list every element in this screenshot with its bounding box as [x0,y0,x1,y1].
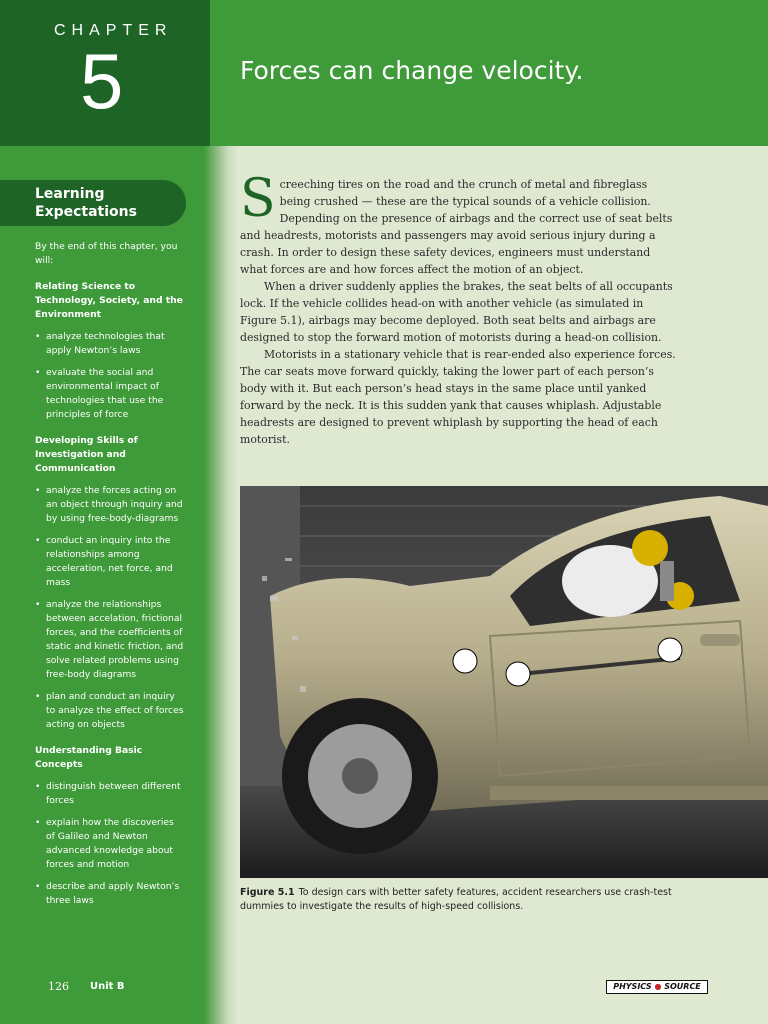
section-heading: Relating Science to Technology, Society, and the Environment [35,281,183,320]
learning-expectations-intro: By the end of this chapter, you will: [35,241,178,266]
paragraph: When a driver suddenly applies the brakes, the seat belts of all occupants lock. If the vehicle collides head-on with another vehicle (as simulated in Figure 5.1), airbags may become deployed. Both seat belts and airbags are designed to stop the forward motion of motorists during a head-on collision. [240,280,673,344]
logo-text: PHYSICS [613,982,652,991]
list-item: • conduct an inquiry into the relationships among acceleration, net force, and mass [35,534,185,590]
logo-dot-icon: ● [654,982,662,991]
chapter-label: CHAPTER [54,22,173,39]
page-title: Forces can change velocity. [240,56,584,85]
figure-label: Figure 5.1 [240,887,295,898]
expectation-list [35,484,185,732]
crash-test-image [240,486,768,878]
caption-text: To design cars with better safety features, accident researchers use crash-test dummies to investigate the results of high-speed collisions. [240,887,672,912]
drop-cap: S [240,169,276,229]
section-heading: Developing Skills of Investigation and Communication [35,435,138,474]
publisher-logo [606,980,708,994]
list-item: • analyze technologies that apply Newton’s laws [35,330,185,358]
expectation-list [35,330,185,422]
list-item: • analyze the relationships between accelation, frictional forces, and the coefficients of static and kinetic friction, and solve related problems using free-body diagrams [35,598,185,682]
list-item: • plan and conduct an inquiry to analyze the effect of forces acting on objects [35,690,185,732]
paragraph: Motorists in a stationary vehicle that is rear-ended also experience forces. The car seats move forward quickly, taking the lower part of each person’s body with it. But each person’s head stays in the same place until yanked forward by the neck. It is this sudden yank that causes whiplash. Adjustable headrests are designed to prevent whiplash by supporting the head of each motorist. [240,348,676,446]
expectation-list [35,780,185,908]
chapter-number: 5 [80,37,124,125]
logo-text: SOURCE [664,982,701,991]
list-item: • explain how the discoveries of Galileo and Newton advanced knowledge about forces and motion [35,816,185,872]
figure-caption [240,886,680,914]
chapter-block [0,0,210,146]
list-item: • distinguish between different forces [35,780,185,808]
header-band [210,0,768,146]
page-number: 126 [48,980,69,993]
list-item: • evaluate the social and environmental impact of technologies that use the principles of force [35,366,185,422]
sidebar-fade [204,146,238,1024]
learning-expectations [35,240,185,920]
unit-label: Unit B [90,981,125,992]
list-item: • describe and apply Newton’s three laws [35,880,185,908]
list-item: • analyze the forces acting on an object through inquiry and by using free-body-diagrams [35,484,185,526]
paragraph-text: creeching tires on the road and the crunch of metal and fibreglass being crushed — these are the typical sounds of a vehicle collision. Depending on the presence of airbags and the correct use of seat belts and headrests, motorists and passengers may avoid serious injury during a crash. In order to design these safety devices, engineers must understand what forces are and how forces affect the motion of an object. [240,178,673,276]
learning-expectations-tab [0,180,186,226]
section-heading: Understanding Basic Concepts [35,745,143,770]
paragraph [240,169,680,278]
body-text [240,169,680,448]
learning-expectations-title: Learning Expectations [35,186,137,220]
